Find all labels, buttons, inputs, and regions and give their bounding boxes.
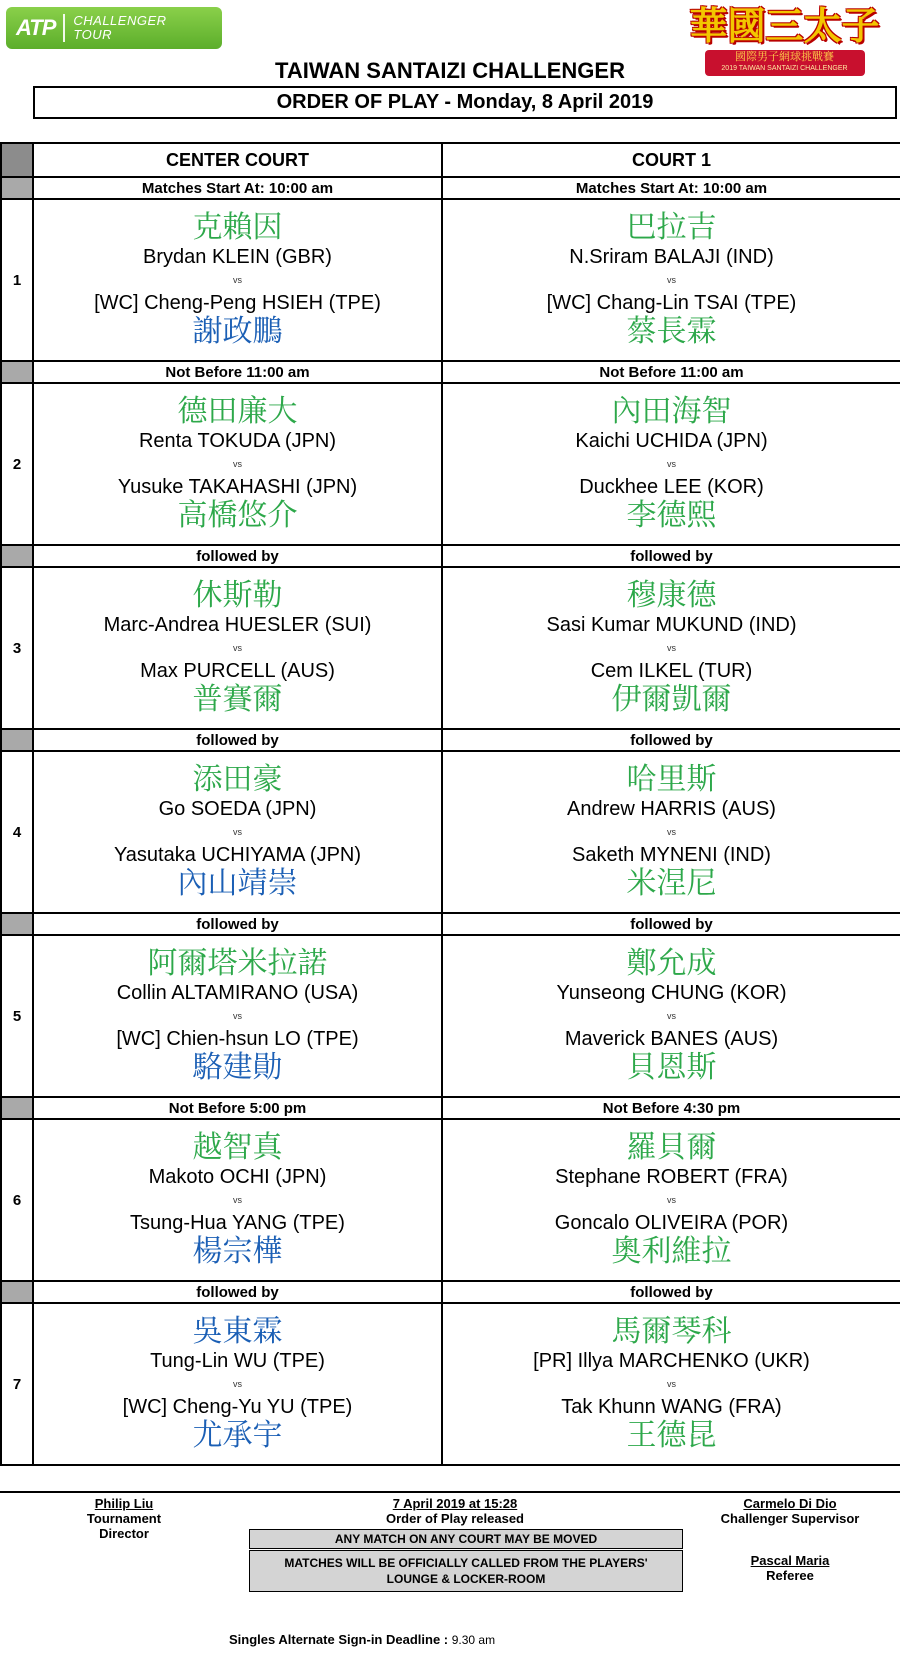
versus-label: vs xyxy=(233,459,242,469)
versus-label: vs xyxy=(233,1011,242,1021)
match-cell-court1 xyxy=(442,383,900,545)
court-center-header: CENTER COURT xyxy=(33,143,442,177)
referee-role: Referee xyxy=(766,1568,814,1583)
player2-name: Yasutaka UCHIYAMA (JPN) xyxy=(113,844,362,866)
match-row xyxy=(1,567,900,729)
player1-name: [PR] Illya MARCHENKO (UKR) xyxy=(533,1350,810,1372)
player1-chinese-name: 哈里斯 xyxy=(626,762,717,797)
player2-chinese-name: 蔡長霖 xyxy=(626,314,717,349)
match-cell-court1 xyxy=(442,199,900,361)
player1-name: Renta TOKUDA (JPN) xyxy=(138,430,337,452)
player2-chinese-name: 高橋悠介 xyxy=(177,498,298,533)
order-of-play-grid xyxy=(0,142,900,1466)
referee-name: Pascal Maria xyxy=(750,1553,830,1568)
release-date: 7 April 2019 at 15:28 xyxy=(392,1496,518,1511)
match-number: 2 xyxy=(1,383,33,545)
player2-chinese-name: 伊爾凱爾 xyxy=(611,682,732,717)
player1-chinese-name: 穆康德 xyxy=(626,578,717,613)
slot-label-court1: followed by xyxy=(442,729,900,751)
time-slot-row xyxy=(1,1097,900,1119)
player2-chinese-name: 普賽爾 xyxy=(192,682,283,717)
player2-chinese-name: 內山靖崇 xyxy=(177,866,298,901)
time-slot-row xyxy=(1,545,900,567)
player2-name: Max PURCELL (AUS) xyxy=(140,660,335,682)
player2-name: Tak Khunn WANG (FRA) xyxy=(561,1396,782,1418)
match-cell-center xyxy=(33,1303,442,1465)
alternate-signin-deadline: Singles Alternate Sign-in Deadline : 9.30 am xyxy=(229,1632,496,1647)
player2-name: [WC] Chang-Lin TSAI (TPE) xyxy=(546,292,797,314)
player2-chinese-name: 王德昆 xyxy=(626,1418,717,1453)
sponsor-logo-banner: 國際男子網球挑戰賽 2019 TAIWAN SANTAIZI CHALLENGER xyxy=(705,50,865,76)
player1-name: Andrew HARRIS (AUS) xyxy=(567,798,776,820)
player1-name: Yunseong CHUNG (KOR) xyxy=(556,982,787,1004)
match-number: 5 xyxy=(1,935,33,1097)
match-row xyxy=(1,751,900,913)
player1-name: Brydan KLEIN (GBR) xyxy=(143,246,332,268)
versus-label: vs xyxy=(667,275,676,285)
versus-label: vs xyxy=(233,1195,242,1205)
player1-name: Marc-Andrea HUESLER (SUI) xyxy=(103,614,372,636)
player1-chinese-name: 阿爾塔米拉諾 xyxy=(147,946,328,981)
court-header-row xyxy=(1,143,900,177)
player2-name: Cem ILKEL (TUR) xyxy=(590,660,753,682)
slot-marker-cell xyxy=(1,1097,33,1119)
player2-chinese-name: 米涅尼 xyxy=(626,866,717,901)
schedule-table xyxy=(0,142,900,1466)
slot-marker-cell xyxy=(1,729,33,751)
player1-name: Kaichi UCHIDA (JPN) xyxy=(575,430,768,452)
player2-name: Duckhee LEE (KOR) xyxy=(579,476,764,498)
slot-label-court1: Matches Start At: 10:00 am xyxy=(442,177,900,199)
versus-label: vs xyxy=(233,827,242,837)
time-slot-row xyxy=(1,729,900,751)
slot-label-court1: followed by xyxy=(442,913,900,935)
versus-label: vs xyxy=(233,1379,242,1389)
player1-name: N.Sriram BALAJI (IND) xyxy=(569,246,774,268)
match-cell-center xyxy=(33,1119,442,1281)
corner-cell xyxy=(1,143,33,177)
match-cell-court1 xyxy=(442,935,900,1097)
slot-label-center: followed by xyxy=(33,1281,442,1303)
court-1-header: COURT 1 xyxy=(442,143,900,177)
player2-chinese-name: 貝恩斯 xyxy=(626,1050,717,1085)
referee-block xyxy=(730,1553,850,1583)
match-number: 3 xyxy=(1,567,33,729)
player2-chinese-name: 謝政鵬 xyxy=(192,314,283,349)
tournament-title: TAIWAN SANTAIZI CHALLENGER xyxy=(275,58,625,83)
match-row xyxy=(1,1303,900,1465)
slot-label-center: Not Before 11:00 am xyxy=(33,361,442,383)
release-info-block xyxy=(340,1496,570,1526)
atp-challenger-logo xyxy=(6,7,222,49)
notice-matches-may-move: ANY MATCH ON ANY COURT MAY BE MOVED xyxy=(249,1529,683,1549)
player1-chinese-name: 馬爾琴科 xyxy=(611,1314,732,1349)
player1-chinese-name: 巴拉吉 xyxy=(626,210,717,245)
slot-marker-cell xyxy=(1,361,33,383)
slot-label-center: followed by xyxy=(33,545,442,567)
player1-name: Go SOEDA (JPN) xyxy=(158,798,317,820)
supervisor-name: Carmelo Di Dio xyxy=(743,1496,837,1511)
player2-chinese-name: 尤承宇 xyxy=(192,1418,283,1453)
slot-label-center: Not Before 5:00 pm xyxy=(33,1097,442,1119)
match-cell-center xyxy=(33,751,442,913)
slot-label-court1: Not Before 11:00 am xyxy=(442,361,900,383)
slot-marker-cell xyxy=(1,545,33,567)
release-label: Order of Play released xyxy=(385,1511,524,1526)
notice-official-call: MATCHES WILL BE OFFICIALLY CALLED FROM THE PLAYERS' LOUNGE & LOCKER-ROOM xyxy=(249,1550,683,1592)
player1-chinese-name: 羅貝爾 xyxy=(626,1130,717,1165)
versus-label: vs xyxy=(667,1011,676,1021)
logo-divider xyxy=(63,14,65,42)
player1-chinese-name: 休斯勒 xyxy=(192,578,283,613)
player1-chinese-name: 吳東霖 xyxy=(192,1314,283,1349)
match-cell-court1 xyxy=(442,751,900,913)
player2-chinese-name: 駱建勛 xyxy=(192,1050,283,1085)
player1-chinese-name: 德田廉大 xyxy=(177,394,298,429)
match-cell-center xyxy=(33,935,442,1097)
time-slot-row xyxy=(1,361,900,383)
player1-name: Collin ALTAMIRANO (USA) xyxy=(116,982,359,1004)
player1-chinese-name: 克賴因 xyxy=(192,210,283,245)
player2-chinese-name: 楊宗樺 xyxy=(192,1234,283,1269)
player2-name: Yusuke TAKAHASHI (JPN) xyxy=(117,476,358,498)
match-row xyxy=(1,383,900,545)
slot-marker-cell xyxy=(1,913,33,935)
player1-name: Tung-Lin WU (TPE) xyxy=(150,1350,325,1372)
player2-chinese-name: 李德熙 xyxy=(626,498,717,533)
schedule-body xyxy=(1,143,900,1465)
time-slot-row xyxy=(1,177,900,199)
match-number: 1 xyxy=(1,199,33,361)
slot-label-center: Matches Start At: 10:00 am xyxy=(33,177,442,199)
supervisor-block xyxy=(705,1496,875,1526)
match-row xyxy=(1,199,900,361)
director-name: Philip Liu xyxy=(94,1496,154,1511)
versus-label: vs xyxy=(667,1195,676,1205)
player2-name: Tsung-Hua YANG (TPE) xyxy=(130,1212,345,1234)
versus-label: vs xyxy=(667,1379,676,1389)
player1-chinese-name: 內田海智 xyxy=(611,394,732,429)
player2-name: Saketh MYNENI (IND) xyxy=(572,844,771,866)
versus-label: vs xyxy=(233,643,242,653)
player2-chinese-name: 奧利維拉 xyxy=(611,1234,732,1269)
atp-logo-mark: ATP xyxy=(16,15,56,40)
order-of-play-heading: ORDER OF PLAY - Monday, 8 April 2019 xyxy=(33,86,897,119)
slot-marker-cell xyxy=(1,1281,33,1303)
player1-name: Sasi Kumar MUKUND (IND) xyxy=(546,614,797,636)
slot-label-court1: Not Before 4:30 pm xyxy=(442,1097,900,1119)
versus-label: vs xyxy=(667,459,676,469)
slot-marker-cell xyxy=(1,177,33,199)
match-number: 7 xyxy=(1,1303,33,1465)
match-number: 6 xyxy=(1,1119,33,1281)
versus-label: vs xyxy=(667,643,676,653)
player1-chinese-name: 越智真 xyxy=(192,1130,283,1165)
player1-chinese-name: 添田豪 xyxy=(192,762,283,797)
player1-name: Makoto OCHI (JPN) xyxy=(148,1166,327,1188)
footer xyxy=(0,1491,900,1667)
versus-label: vs xyxy=(233,275,242,285)
player2-name: [WC] Cheng-Yu YU (TPE) xyxy=(122,1396,353,1418)
slot-label-court1: followed by xyxy=(442,545,900,567)
player2-name: Maverick BANES (AUS) xyxy=(564,1028,779,1050)
player2-name: Goncalo OLIVEIRA (POR) xyxy=(554,1212,789,1234)
slot-label-center: followed by xyxy=(33,913,442,935)
match-cell-center xyxy=(33,383,442,545)
player2-name: [WC] Chien-hsun LO (TPE) xyxy=(116,1028,359,1050)
player1-name: Stephane ROBERT (FRA) xyxy=(555,1166,788,1188)
match-cell-court1 xyxy=(442,1119,900,1281)
match-row xyxy=(1,1119,900,1281)
director-role: Tournament Director xyxy=(86,1511,162,1541)
sponsor-logo-title: 華國三太子 xyxy=(689,3,880,48)
supervisor-role: Challenger Supervisor xyxy=(720,1511,860,1526)
player1-chinese-name: 鄭允成 xyxy=(626,946,717,981)
time-slot-row xyxy=(1,913,900,935)
match-cell-center xyxy=(33,567,442,729)
match-cell-center xyxy=(33,199,442,361)
match-number: 4 xyxy=(1,751,33,913)
slot-label-center: followed by xyxy=(33,729,442,751)
slot-label-court1: followed by xyxy=(442,1281,900,1303)
match-cell-court1 xyxy=(442,567,900,729)
time-slot-row xyxy=(1,1281,900,1303)
match-row xyxy=(1,935,900,1097)
versus-label: vs xyxy=(667,827,676,837)
match-cell-court1 xyxy=(442,1303,900,1465)
atp-logo-text: CHALLENGER TOUR xyxy=(73,13,167,42)
player2-name: [WC] Cheng-Peng HSIEH (TPE) xyxy=(94,292,381,314)
tournament-director-block xyxy=(62,1496,186,1541)
